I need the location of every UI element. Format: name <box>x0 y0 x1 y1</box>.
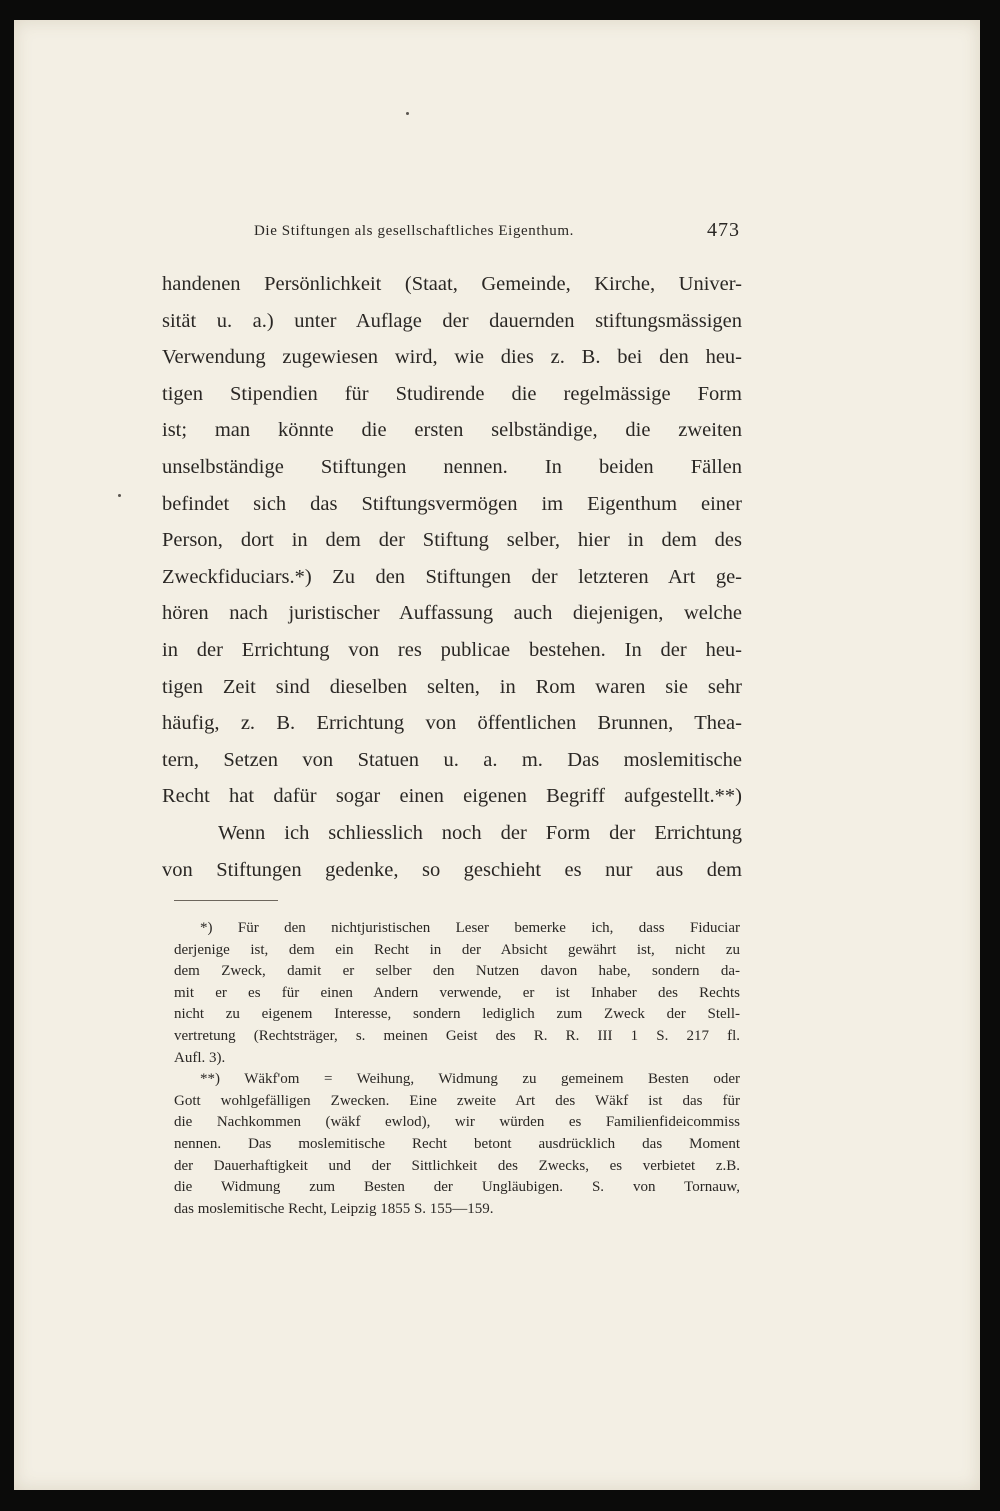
paper-speck <box>118 494 121 497</box>
running-title: Die Stiftungen als gesellschaftliches Eigenthum. <box>254 223 574 239</box>
footnote-line: die Widmung zum Besten der Ungläubigen. S. von Tornauw, <box>174 1179 740 1196</box>
footnote-separator <box>174 900 278 901</box>
footnote-line: die Nachkommen (wäkf ewlod), wir würden es Familienfideicommiss <box>174 1114 740 1131</box>
footnote-line: Aufl. 3). <box>174 1049 226 1066</box>
paper-speck <box>406 112 409 115</box>
footnote-line: nicht zu eigenem Interesse, sondern lediglich zum Zweck der Stell- <box>174 1006 740 1023</box>
footnote-line: mit er es für einen Andern verwende, er ist Inhaber des Rechts <box>174 984 740 1001</box>
footnote-line: **) Wäkf'om = Weihung, Widmung zu gemeinem Besten oder <box>200 1071 740 1088</box>
footnote-line: derjenige ist, dem ein Recht in der Absicht gewährt ist, nicht zu <box>174 941 740 958</box>
footnote-line: dem Zweck, damit er selber den Nutzen davon habe, sondern da- <box>174 963 740 980</box>
text-line: ist; man könnte die ersten selbständige, die zweiten <box>162 419 742 442</box>
footnote-line: der Dauerhaftigkeit und der Sittlichkeit des Zwecks, es verbietet z.B. <box>174 1157 740 1174</box>
text-line: tigen Stipendien für Studirende die regelmässige Form <box>162 382 742 405</box>
text-line: sität u. a.) unter Auflage der dauernden stiftungsmässigen <box>162 309 742 332</box>
footnote-line: *) Für den nichtjuristischen Leser bemerke ich, dass Fiduciar <box>200 920 740 936</box>
footnotes <box>174 918 740 1220</box>
footnote-line: Gott wohlgefälligen Zwecken. Eine zweite Art des Wäkf ist das für <box>174 1092 740 1109</box>
text-line: handenen Persönlichkeit (Staat, Gemeinde, Kirche, Univer- <box>162 273 742 295</box>
main-text <box>162 266 742 888</box>
footnote-line: vertretung (Rechtsträger, s. meinen Geist des R. R. III 1 S. 217 fl. <box>174 1027 740 1044</box>
text-line: unselbständige Stiftungen nennen. In beiden Fällen <box>162 455 742 478</box>
text-line: häufig, z. B. Errichtung von öffentlichen Brunnen, Thea- <box>162 712 742 735</box>
footnote-line: das moslemitische Recht, Leipzig 1855 S. 155—159. <box>174 1200 494 1217</box>
text-line: von Stiftungen gedenke, so geschieht es nur aus dem <box>162 858 742 881</box>
book-page <box>14 20 980 1490</box>
running-header <box>254 219 740 247</box>
text-line: befindet sich das Stiftungsvermögen im Eigenthum einer <box>162 492 742 515</box>
text-line: Recht hat dafür sogar einen eigenen Begriff aufgestellt.**) <box>162 785 742 808</box>
page-number: 473 <box>707 219 740 241</box>
text-line: Zweckfiduciars.*) Zu den Stiftungen der letzteren Art ge- <box>162 565 742 588</box>
footnote-line: nennen. Das moslemitische Recht betont ausdrücklich das Moment <box>174 1135 740 1152</box>
text-line: tern, Setzen von Statuen u. a. m. Das moslemitische <box>162 748 742 771</box>
text-line: Person, dort in dem der Stiftung selber, hier in dem des <box>162 529 742 552</box>
text-line: in der Errichtung von res publicae bestehen. In der heu- <box>162 638 742 661</box>
text-line: Verwendung zugewiesen wird, wie dies z. B. bei den heu- <box>162 346 742 369</box>
text-line: hören nach juristischer Auffassung auch diejenigen, welche <box>162 602 742 625</box>
text-line: Wenn ich schliesslich noch der Form der Errichtung <box>218 821 742 844</box>
text-line: tigen Zeit sind dieselben selten, in Rom waren sie sehr <box>162 675 742 698</box>
